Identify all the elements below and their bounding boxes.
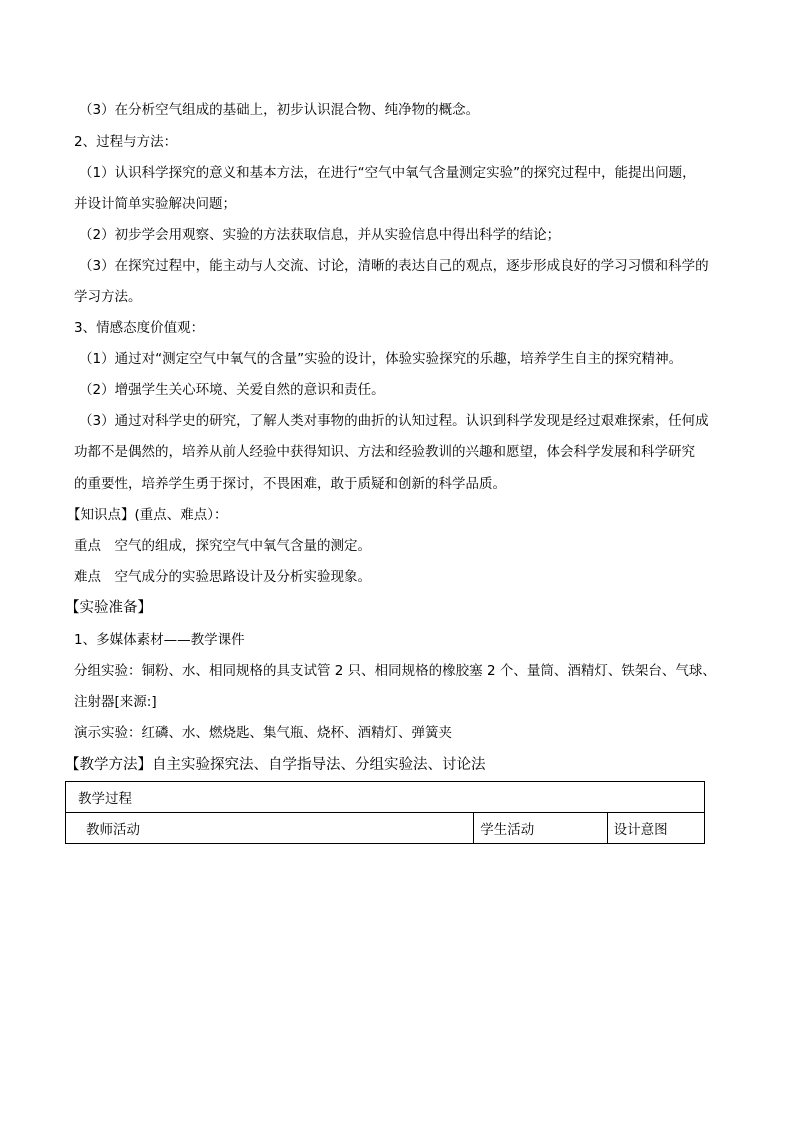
teacher-activity-header: 教师活动 xyxy=(66,813,474,844)
table-row xyxy=(66,813,705,844)
key-point: 重点 空气的组成，探究空气中氧气含量的测定。 xyxy=(74,538,371,554)
teaching-method-label: 【教学方法】 xyxy=(65,757,152,773)
teaching-method-text: 自主实验探究法、自学指导法、分组实验法、讨论法 xyxy=(152,757,486,773)
attitude-item-1: （1）通过对“测定空气中氧气的含量”实验的设计，体验实验探究的乐趣，培养学生自主的探究精神。 xyxy=(79,351,683,367)
group-experiment-line-2: 注射器[来源:] xyxy=(74,694,157,710)
difficult-point: 难点 空气成分的实验思路设计及分析实验现象。 xyxy=(74,569,371,585)
teaching-method-line xyxy=(65,757,486,773)
teaching-process-title: 教学过程 xyxy=(66,782,705,813)
attitude-heading: 3、情感态度价值观： xyxy=(74,320,205,336)
process-item-2: （2）初步学会用观察、实验的方法获取信息，并从实验信息中得出科学的结论； xyxy=(79,227,561,243)
attitude-item-3-line-3: 的重要性，培养学生勇于探讨，不畏困难，敢于质疑和创新的科学品质。 xyxy=(74,476,506,492)
attitude-item-3-line-1: （3）通过对科学史的研究，了解人类对事物的曲折的认知过程。认识到科学发现是经过艰难探索，任何成 xyxy=(79,413,709,429)
group-experiment-line-1: 分组实验：铜粉、水、相同规格的具支试管 2 只、相同规格的橡胶塞 2 个、量筒、酒精灯、铁架台、气球、 xyxy=(74,663,716,679)
experiment-prep-heading: 【实验准备】 xyxy=(65,600,152,616)
teaching-process-table xyxy=(65,781,705,844)
process-item-3-line-2: 学习方法。 xyxy=(74,289,142,305)
demo-experiment: 演示实验：红磷、水、燃烧匙、集气瓶、烧杯、酒精灯、弹簧夹 xyxy=(74,725,452,741)
process-item-1-line-2: 并设计简单实验解决问题； xyxy=(74,196,236,212)
design-intent-header: 设计意图 xyxy=(607,813,704,844)
table-row xyxy=(66,782,705,813)
experiment-prep-item-1: 1、多媒体素材——教学课件 xyxy=(74,632,245,648)
process-item-1-line-1: （1）认识科学探究的意义和基本方法，在进行“空气中氧气含量测定实验”的探究过程中，能提出问题， xyxy=(79,165,696,181)
process-method-heading: 2、过程与方法： xyxy=(74,134,178,150)
attitude-item-3-line-2: 功都不是偶然的，培养从前人经验中获得知识、方法和经验教训的兴趣和愿望，体会科学发展和科学研究 xyxy=(74,444,695,460)
knowledge-points-heading: 【知识点】(重点、难点）： xyxy=(67,507,228,523)
attitude-item-2: （2）增强学生关心环境、关爱自然的意识和责任。 xyxy=(79,382,385,398)
process-item-3-line-1: （3）在探究过程中，能主动与人交流、讨论，清晰的表达自己的观点，逐步形成良好的学习习惯和科学的 xyxy=(79,258,709,274)
knowledge-objective-item-3: （3）在分析空气组成的基础上，初步认识混合物、纯净物的概念。 xyxy=(79,102,480,118)
student-activity-header: 学生活动 xyxy=(474,813,607,844)
